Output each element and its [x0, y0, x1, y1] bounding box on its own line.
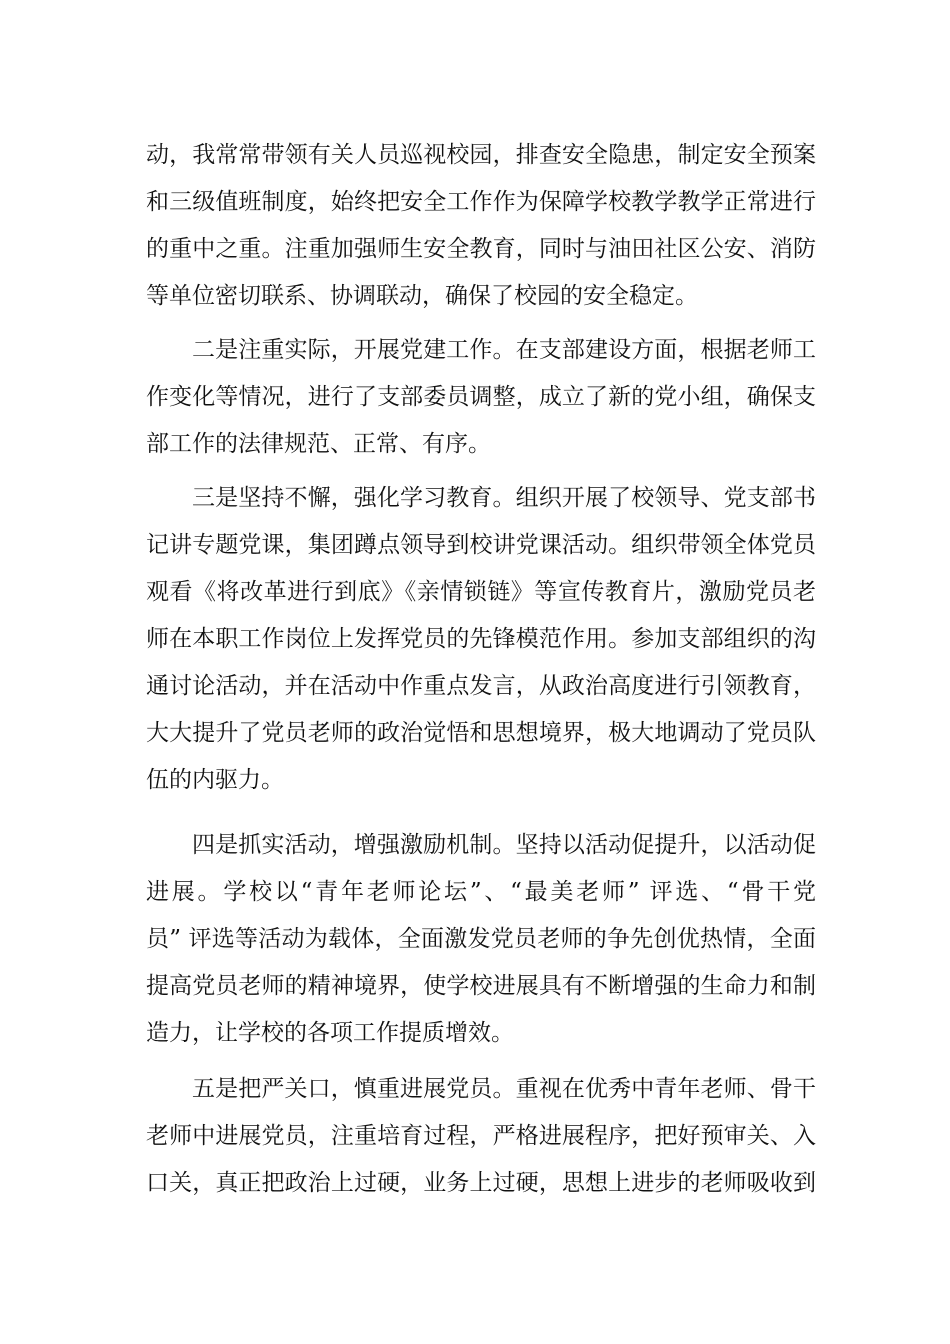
paragraph-start-line: 二是注重实际，开展党建工作。在支部建设方面，根据老师工: [192, 337, 816, 363]
text-line: 作变化等情况，进行了支部委员调整，成立了新的党小组，确保支: [146, 384, 816, 410]
paragraph-start-line: 五是把严关口，慎重进展党员。重视在优秀中青年老师、骨干: [192, 1076, 816, 1102]
text-line: 的重中之重。注重加强师生安全教育，同时与油田社区公安、消防: [146, 236, 816, 262]
text-line: 伍的内驱力。: [146, 767, 284, 793]
text-line: 动，我常常带领有关人员巡视校园，排查安全隐患，制定安全预案: [146, 142, 816, 168]
text-line: 员” 评选等活动为载体，全面激发党员老师的争先创优热情，全面: [146, 926, 816, 952]
text-line: 和三级值班制度，始终把安全工作作为保障学校教学教学正常进行: [146, 189, 816, 215]
text-line: 通讨论活动，并在活动中作重点发言，从政治高度进行引领教育，: [146, 673, 816, 699]
text-line: 进展。学校以“青年老师论坛”、“最美老师” 评选、“骨干党: [146, 879, 816, 905]
text-line: 老师中进展党员，注重培育过程，严格进展程序，把好预审关、入: [146, 1123, 816, 1149]
text-line: 提高党员老师的精神境界，使学校进展具有不断增强的生命力和制: [146, 973, 816, 999]
text-line: 部工作的法律规范、正常、有序。: [146, 431, 491, 457]
text-line: 师在本职工作岗位上发挥党员的先锋模范作用。参加支部组织的沟: [146, 626, 816, 652]
text-line: 大大提升了党员老师的政治觉悟和思想境界，极大地调动了党员队: [146, 720, 816, 746]
text-line: 造力，让学校的各项工作提质增效。: [146, 1020, 514, 1046]
paragraph-start-line: 四是抓实活动，增强激励机制。坚持以活动促提升，以活动促: [192, 832, 816, 858]
paragraph-start-line: 三是坚持不懈，强化学习教育。组织开展了校领导、党支部书: [192, 485, 816, 511]
text-line: 观看《将改革进行到底》《亲情锁链》等宣传教育片，激励党员老: [146, 579, 816, 605]
text-line: 记讲专题党课，集团蹲点领导到校讲党课活动。组织带领全体党员: [146, 532, 816, 558]
text-line: 口关，真正把政治上过硬，业务上过硬，思想上进步的老师吸收到: [146, 1170, 816, 1196]
text-line: 等单位密切联系、协调联动，确保了校园的安全稳定。: [146, 283, 698, 309]
